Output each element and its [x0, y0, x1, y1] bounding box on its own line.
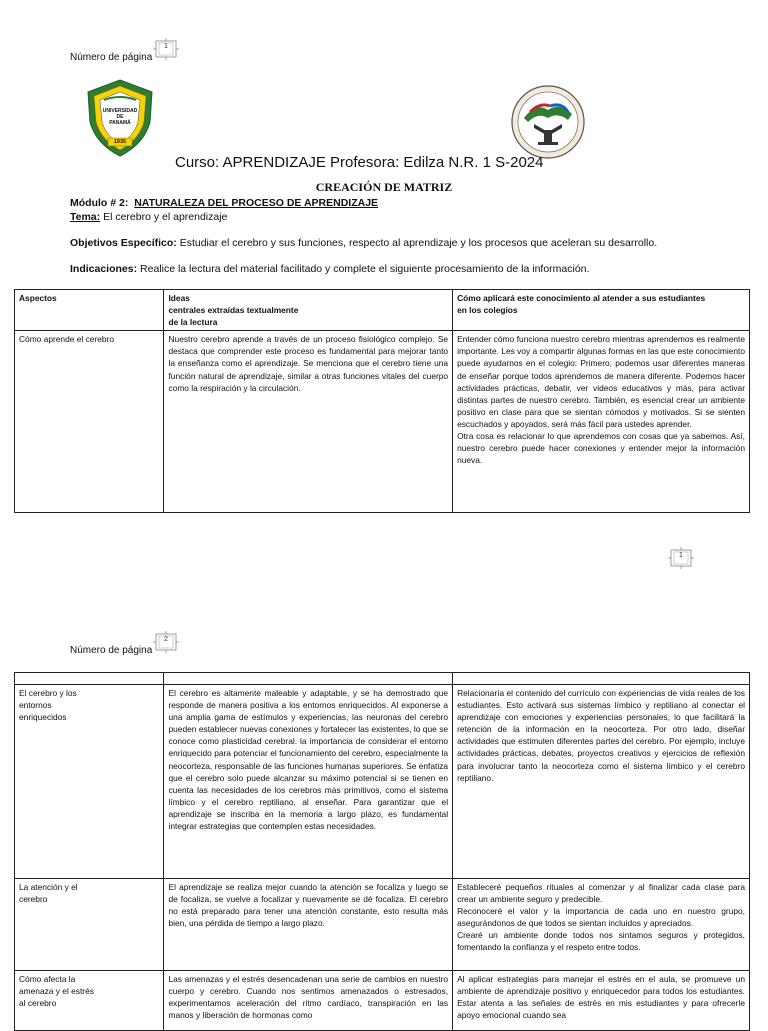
- table-row: [15, 971, 750, 1031]
- objetivos-line: [70, 237, 657, 249]
- indicaciones-value: Realice la lectura del material facilitado y complete el siguiente procesamiento de la información.: [140, 263, 590, 275]
- table-row: [15, 879, 750, 971]
- cell-aplicacion: [453, 879, 750, 971]
- page-number-label: Número de página: [70, 645, 153, 656]
- page-number-value: 2: [164, 636, 168, 643]
- aspecto-line: El cerebro y los: [19, 688, 77, 698]
- cell-aspecto: [15, 685, 164, 879]
- page-number-value: 1: [164, 43, 168, 50]
- cell-ideas: El cerebro es altamente maleable y adaptable, y se ha demostrado que responde de manera positiva a los entornos enriquecidos. Al exponerse a una amplia gama de estímulos y experiencias, las neuronas del cerebro pueden establecer nuevas conexiones y fortalecer las existentes, lo que se conoce como plasticidad cerebral. la importancia de considerar el entorno enriquecido para potenciar el funcionamiento del cerebro, especialmente la neocorteza, responsable de las funciones humanas superiores. Se enfatiza que el cerebro solo puede alcanzar su máximo potencial si se tienen en cuenta las necesidades de los cerebros más primitivos, como el sistema límbico y el cerebro reptiliano, al enseñar. Para garantizar que el aprendizaje se inscriba en la memoria a largo plazo, es fundamental integrar estrategias que contemplen estas necesidades.: [164, 685, 453, 879]
- aplicacion-paragraph-3: Crearé un ambiente donde todos nos sintamos seguros y protegidos, fomentando la confianza y el respeto entre todos.: [457, 930, 745, 953]
- footer-page-badge: [668, 547, 694, 569]
- empty-cell: [164, 673, 453, 685]
- seal-line-3: PANAMÁ: [109, 120, 131, 126]
- header-aspectos: Aspectos: [15, 290, 164, 331]
- seal-lettering: [84, 108, 156, 126]
- faculty-emblem-icon: [510, 84, 586, 160]
- module-line: [70, 197, 378, 209]
- header-aplicacion-line-1: Cómo aplicará este conocimiento al atender a sus estudiantes: [457, 293, 706, 303]
- aplicacion-paragraph-1: Estableceré pequeños rituales al comenzar y al finalizar cada clase para crear un ambiente seguro y predecible.: [457, 882, 745, 905]
- aspecto-line: al cerebro: [19, 998, 57, 1009]
- aplicacion-paragraph-1: Entender cómo funciona nuestro cerebro mientras aprendemos es realmente importante. Les voy a compartir algunas formas en las que este conocimiento puede ayudarnos en el colegio: Primero, podemos usar diferentes maneras de enseñar porque todos aprendemos de manera diferente. Podemos hacer actividades prácticas, debatir, ver videos educativos y más, para activar distintas partes de nuestro cerebro. También, es esencial crear un ambiente positivo en clase para que se sientan cómodos y motivados. Si se sienten escuchados y apoyados, será más fácil para ustedes aprender.: [457, 334, 745, 429]
- cell-aspecto: Cómo aprende el cerebro: [15, 331, 164, 513]
- header-ideas-line-2: centrales extraídas textualmente: [168, 305, 299, 316]
- aspecto-line: La atención y el: [19, 882, 78, 892]
- indicaciones-line: [70, 263, 589, 275]
- footer-badge-value: 1: [679, 552, 683, 559]
- tema-label: Tema:: [70, 211, 101, 223]
- tema-value: El cerebro y el aprendizaje: [103, 211, 228, 223]
- aspecto-line: Cómo afecta la: [19, 974, 76, 984]
- page-number-row: [70, 52, 152, 63]
- aspecto-line: cerebro: [19, 894, 48, 905]
- table-row: [15, 331, 750, 513]
- seal-line-1: UNIVERSIDAD: [102, 108, 138, 114]
- header-aplicacion-line-2: en los colegios: [457, 305, 518, 316]
- cell-aplicacion: Relacionaría el contenido del currículo con experiencias de vida reales de los estudiantes. Esto activará sus sistemas límbico y reptiliano al conectar el aprendizaje con emociones y experiencias personales, lo que facilitará la retención de la información en la neocorteza. Por otro lado, diseñar actividades que estimulen diferentes partes del cerebro. Por ejemplo, incluye actividades prácticas, debates, proyectos creativos y ejercicios de reflexión para involucrar tanto la neocorteza como el sistema límbico y el cerebro reptiliano.: [453, 685, 750, 879]
- page-number-badge: [153, 38, 179, 60]
- aspecto-line: entornos: [19, 700, 52, 711]
- matrix-table-page-2: [14, 672, 750, 1031]
- course-header: Curso: APRENDIZAJE Profesora: Edilza N.R. 1 S-2024: [175, 154, 544, 171]
- module-value: NATURALEZA DEL PROCESO DE APRENDIZAJE: [134, 197, 379, 209]
- faculty-emblem-logo: [510, 84, 586, 160]
- seal-year: 1935: [113, 139, 127, 145]
- document-title: CREACIÓN DE MATRIZ: [315, 180, 453, 194]
- table-row: [15, 685, 750, 879]
- matrix-table-page-1: [14, 289, 750, 513]
- module-label: Módulo # 2:: [70, 197, 129, 209]
- cell-aspecto: [15, 971, 164, 1031]
- cell-ideas: Las amenazas y el estrés desencadenan una serie de cambios en nuestro cuerpo y cerebro. Cuando nos sentimos amenazados o estresados, experimentamos aceleración del ritmo cardíaco, transpiración en las manos y liberación de hormonas como: [164, 971, 453, 1031]
- page-number-row: [70, 645, 152, 656]
- aplicacion-paragraph-2: Reconoceré el valor y la importancia de cada uno en nuestro grupo, asegurándonos de que todos se sientan incluidos y apreciados.: [457, 906, 745, 929]
- empty-cell: [15, 673, 164, 685]
- cell-aplicacion: Al aplicar estrategias para manejar el estrés en el aula, se promueve un ambiente de aprendizaje positivo y enriquecedor para todos los estudiantes. Estar atenta a las señales de estrés en mis estudiantes y para ofrecerle apoyo emocional cuando sea: [453, 971, 750, 1031]
- header-aplicacion: [453, 290, 750, 331]
- table-header-row: [15, 290, 750, 331]
- objetivos-value: Estudiar el cerebro y sus funciones, respecto al aprendizaje y los procesos que aceleran su desarrollo.: [179, 237, 658, 249]
- seal-line-2: DE: [116, 114, 124, 120]
- aspecto-line: amenaza y el estrés: [19, 986, 94, 997]
- page-number-badge: [153, 631, 179, 653]
- aspecto-line: enriquecidos: [19, 712, 67, 723]
- cell-aplicacion: [453, 331, 750, 513]
- cell-ideas: Nuestro cerebro aprende a través de un proceso fisiológico complejo. Se destaca que comprender este proceso es fundamental para mejorar tanto la enseñanza como el aprendizaje. Se menciona que el cerebro tiene una función natural de aprendizaje, similar a otras funciones vitales del cuerpo como la respiración y la circulación.: [164, 331, 453, 513]
- university-seal-logo: [84, 78, 156, 158]
- tema-line: [70, 211, 227, 223]
- empty-cell: [453, 673, 750, 685]
- cell-ideas: El aprendizaje se realiza mejor cuando la atención se focaliza y luego se de focaliza, se vuelve a focalizar y nuevamente se dé focaliza. El cerebro no está preparado para tener una atención constante, esto resulta más bien, una pérdida de tiempo a largo plazo.: [164, 879, 453, 971]
- page-number-label: Número de página: [70, 52, 153, 63]
- indicaciones-label: Indicaciones:: [70, 263, 138, 275]
- header-ideas-line-3: de la lectura: [168, 317, 218, 328]
- header-ideas: [164, 290, 453, 331]
- aplicacion-paragraph-2: Otra cosa es relacionar lo que aprendemos con cosas que ya sabemos. Así, nuestro cerebro puede hacer conexiones y entender mejor la información nueva.: [457, 431, 745, 466]
- table-empty-row: [15, 673, 750, 685]
- objetivos-label: Objetivos Específico:: [70, 237, 177, 249]
- cell-aspecto: [15, 879, 164, 971]
- header-ideas-line-1: Ideas: [168, 293, 190, 303]
